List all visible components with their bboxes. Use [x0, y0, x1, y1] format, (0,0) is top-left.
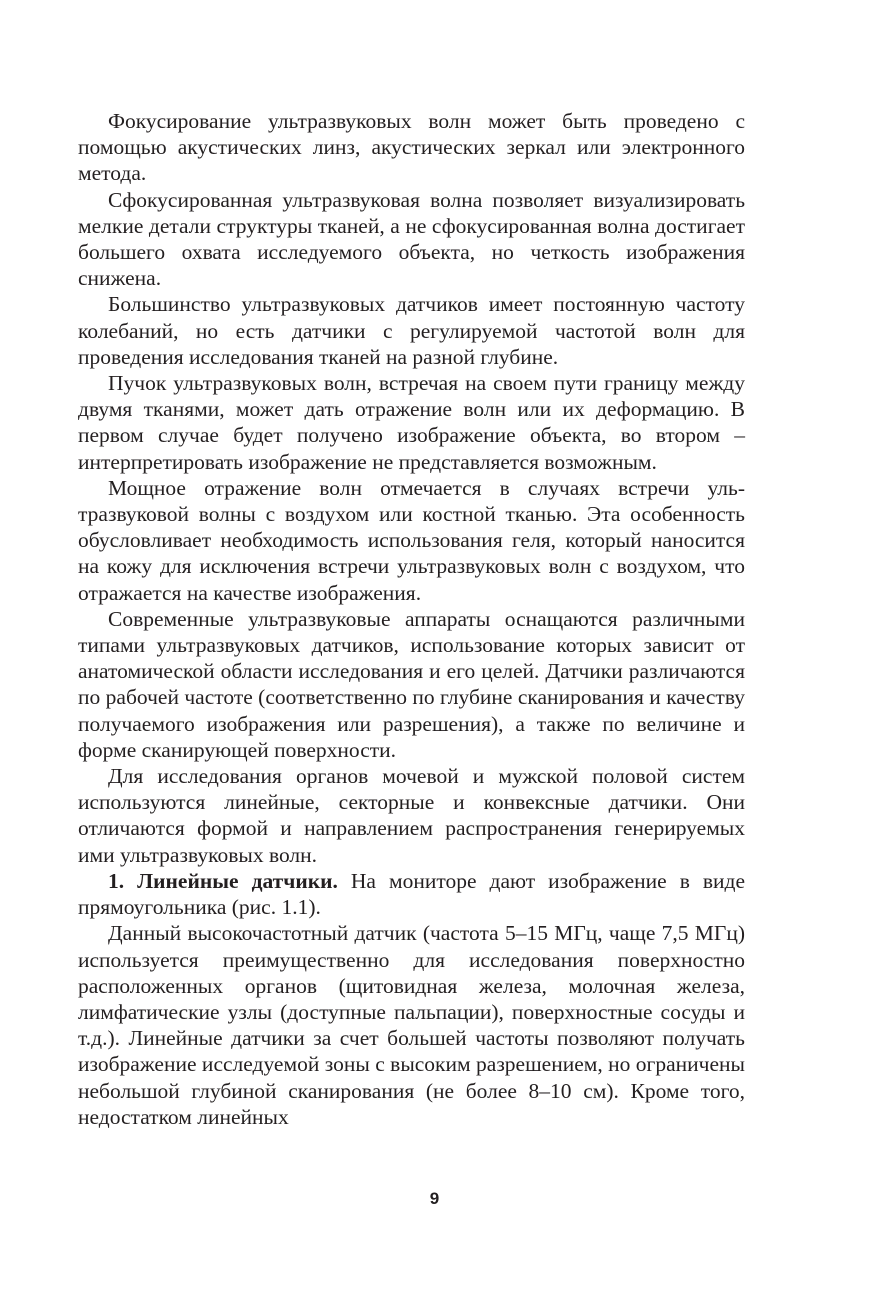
paragraph-strong-reflection: Мощное отражение волн отмечается в случаях встречи ультразвуковой волны с воздухом или костной тканью. Эта особенность обусловливает необходимость использования геля, который наносится на кожу для исключения встречи ультразвуковых волн с воздухом, что отражается на качестве изображения. [78, 475, 745, 605]
page-number: 9 [429, 1189, 440, 1208]
paragraph-sensor-types: Для исследования органов мочевой и мужской половой систем используются линейные, секторные и конвексные датчики. Они отличаются формой и направлением распространения генерируемых ими ультразвуковых волн. [78, 764, 745, 867]
linear-sensors-heading: 1. Линейные датчики. [108, 868, 338, 893]
paragraph-wave-beam: Пучок ультразвуковых волн, встречая на своем пути границу между двумя тканями, может дать отражение волн или их деформацию. В первом случае будет получено изображение объекта, во втором – интерпретировать изображение не представляется возможным. [78, 371, 745, 474]
paragraph-sensor-frequency: Большинство ультразвуковых датчиков имеет постоянную частоту колебаний, но есть датчики с регулируемой частотой волн для проведения исследования тканей на разной глубине. [78, 292, 745, 369]
paragraph-high-frequency-sensor: Данный высокочастотный датчик (частота 5–15 МГц, чаще 7,5 МГц) используется преимущественно для исследования поверхностно расположенных органов (щитовидная железа, молочная железа, лимфатические узлы (доступные пальпации), поверхностные сосуды и т.д.). Линейные датчики за счет большей частоты позволяют получать изображение исследуемой зоны с высоким разрешением, но ограничены небольшой глубиной сканирования (не более 8–10 см). Кроме того, недостатком линейных [78, 921, 745, 1129]
paragraph-focusing: Фокусирование ультразвуковых волн может быть проведено с помощью акустических линз, акустических зеркал или электронного метода. [78, 109, 745, 186]
linear-sensors-text: На мониторе дают изображение в виде прямоугольника (рис. 1.1). [78, 868, 745, 920]
paragraph-linear-sensors [78, 868, 745, 920]
page-body [78, 108, 745, 1130]
paragraph-focused-wave: Сфокусированная ультразвуковая волна позволяет визуализировать мелкие детали структуры тканей, а не сфокусированная волна достигает большего охвата исследуемого объекта, но четкость изображения снижена. [78, 187, 745, 291]
paragraph-modern-devices: Современные ультразвуковые аппараты оснащаются различными типами ультразвуковых датчиков, использование которых зависит от анатомической области исследования и его целей. Датчики различаются по рабочей частоте (соответственно по глубине сканирования и качеству получаемого изображения или разрешения), а также по величине и форме сканирующей поверхности. [78, 606, 745, 762]
